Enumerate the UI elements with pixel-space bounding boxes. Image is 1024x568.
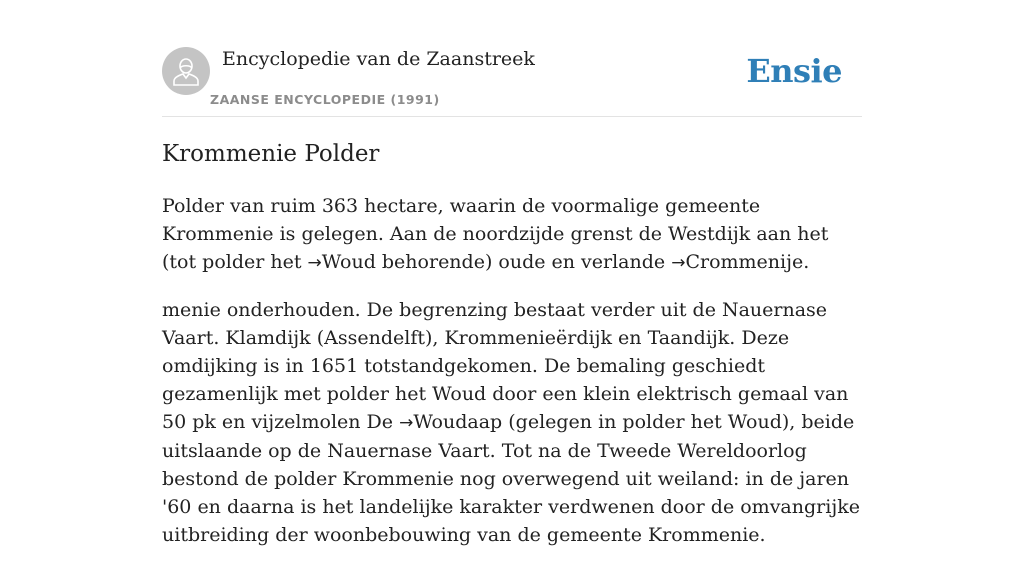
reference-link-woudaap[interactable]: [399, 411, 502, 433]
source-header: [162, 46, 862, 117]
article-body: [162, 192, 862, 568]
arrow-right-icon: →: [399, 413, 414, 433]
reference-link-crommenije[interactable]: [671, 251, 803, 273]
paragraph-text: Polder van ruim 363 hectare, waarin de voormalige gemeente Krommenie is gelegen. Aan de noordzijde grenst de Westdijk aan het (tot polder het: [162, 195, 829, 273]
article-paragraph: [162, 192, 862, 277]
paragraph-text: .: [803, 251, 810, 273]
user-silhouette-icon: [172, 56, 200, 86]
source-subtitle: ZAANSE ENCYCLOPEDIE (1991): [210, 92, 440, 107]
paragraph-text: behorende) oude en verlande: [375, 251, 672, 273]
ensie-logo[interactable]: Ensie: [746, 52, 842, 90]
article-paragraph: [162, 296, 862, 549]
arrow-right-icon: →: [671, 253, 686, 273]
arrow-right-icon: →: [307, 253, 322, 273]
paragraph-text: (gelegen in polder het Woud), beide uitslaande op de Nauernase Vaart. Tot na de Tweede Wereldoorlog bestond de polder Krommenie nog overwegend uit weiland: in de jaren '60 en daarna is het landelijke karakter verdwenen door de omvangrijke uitbreiding der woonbebouwing van de gemeente Krommenie.: [162, 411, 860, 546]
reference-link-label: Woud: [321, 251, 376, 273]
article-title: Krommenie Polder: [162, 141, 380, 167]
reference-link-label: Woudaap: [413, 411, 503, 433]
reference-link-label: Crommenije: [685, 251, 804, 273]
source-avatar[interactable]: [162, 47, 210, 95]
paragraph-text: menie onderhouden. De begrenzing bestaat verder uit de Nauernase Vaart. Klamdijk (Assendelft), Krommenieërdijk en Taandijk. Deze omdijking is in 1651 totstandgekomen. De bemaling geschiedt gezamenlijk met polder het Woud door een klein elektrisch gemaal van 50 pk en vijzelmolen De: [162, 299, 849, 433]
reference-link-woud[interactable]: [308, 251, 376, 273]
source-title[interactable]: Encyclopedie van de Zaanstreek: [222, 48, 535, 70]
